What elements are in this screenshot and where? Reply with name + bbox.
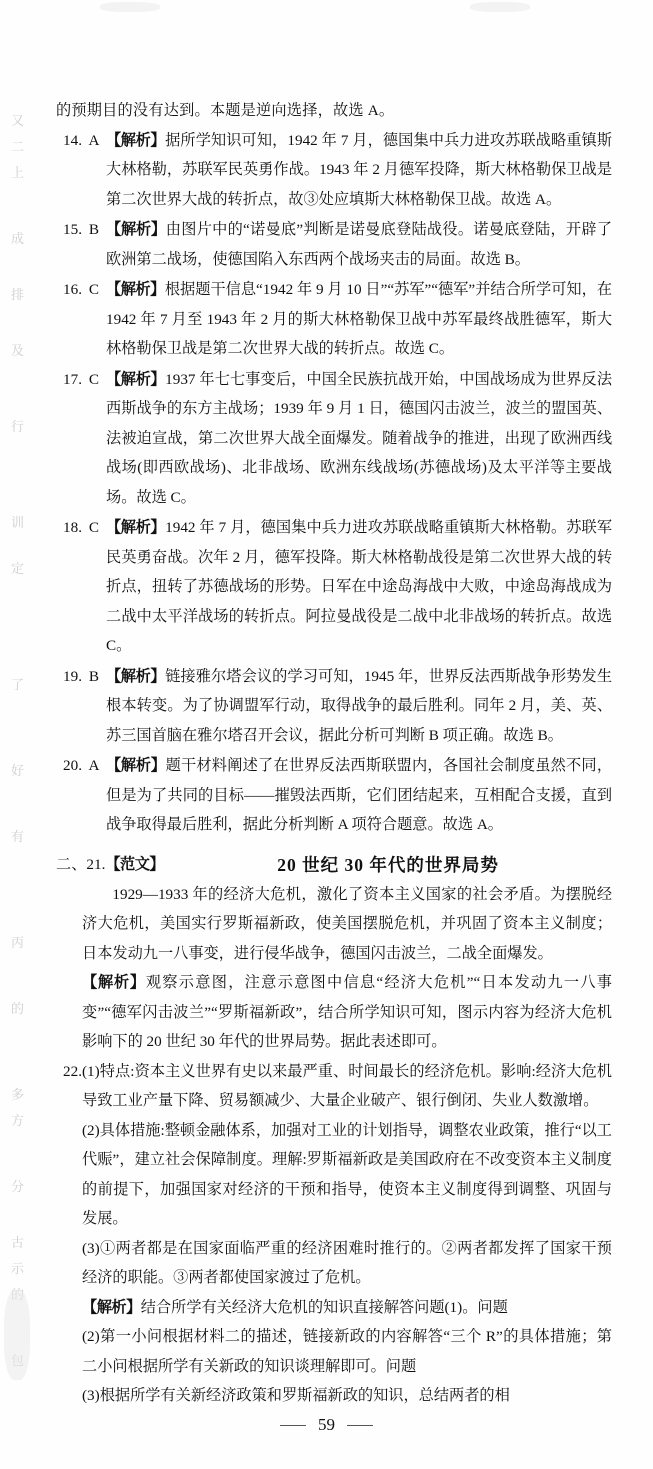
answer-entry-17 [56, 365, 612, 513]
entry-number [56, 1057, 82, 1411]
explanation-tag: 【解析】 [106, 221, 166, 238]
entry-number [56, 751, 106, 840]
explanation-line-2: (2)第一小问根据材料二的描述，链接新政的内容解答“三个 R”的具体措施；第二小问根据所学有关新政的知识谈理解即可。问题 [82, 1328, 612, 1375]
explanation-line-1: 结合所学有关经济大危机的知识直接解答问题(1)。问题 [140, 1298, 508, 1316]
entry-index: 16. [63, 281, 82, 298]
entry-number [56, 215, 106, 274]
explanation-text: 据所学知识可知，1942 年 7 月，德国集中兵力进攻苏联战略重镇斯大林格勒，苏联军民英勇作战。1943 年 2 月德军投降，斯大林格勒保卫战是第二次世界大战的转折点，故③处应填斯大林格勒保卫战。故选 A。 [106, 131, 613, 208]
entry-index: 20. [63, 757, 82, 774]
entry-index: 17. [63, 370, 82, 388]
section-number [56, 850, 164, 880]
explanation-tag: 【解析】 [106, 281, 165, 298]
margin-mark: 方 [10, 1113, 25, 1128]
entry-body [106, 662, 612, 751]
entry-body [106, 513, 612, 661]
margin-mark: 行 [10, 419, 25, 434]
margin-mark: 好 [10, 763, 25, 778]
entry-body [106, 126, 612, 215]
essay-paragraph: 1929—1933 年的经济大危机，激化了资本主义国家的社会矛盾。为摆脱经济大危机，美国实行罗斯福新政，使美国摆脱危机，并巩固了资本主义制度；日本发动九一八事变，进行侵华战争，德国闪击波兰，二战全面爆发。 [82, 885, 612, 962]
answer-entry-19 [56, 662, 612, 751]
scan-edge-artifact [100, 2, 160, 12]
entry-index: 19. [63, 667, 82, 685]
explanation-tag: 【解析】 [82, 1298, 141, 1316]
entry-body [106, 215, 612, 274]
explanation-tag: 【解析】 [106, 131, 166, 149]
entry-index: 18. [63, 519, 82, 536]
entry-body [106, 365, 612, 513]
entry-body [106, 751, 612, 840]
entry-number [56, 662, 106, 751]
margin-mark: 成 [10, 231, 25, 246]
entry-answer: B [88, 667, 100, 685]
entry-part-3: (3)①两者都是在国家面临严重的经济困难时推行的。②两者都发挥了国家干预经济的职能。③两者都使国家渡过了危机。 [82, 1239, 612, 1286]
margin-mark: 及 [10, 343, 25, 358]
explanation-text: 由图片中的“诺曼底”判断是诺曼底登陆战役。诺曼底登陆，开辟了欧洲第二战场，使德国陷入东西两个战场夹击的局面。故选 B。 [106, 221, 613, 268]
entry-number [56, 275, 106, 364]
margin-mark: 定 [10, 561, 25, 576]
scan-edge-artifact [470, 2, 530, 12]
page-footer [0, 1415, 653, 1435]
answer-entry-22 [56, 1057, 612, 1411]
essay-heading-row [56, 850, 612, 880]
entry-answer: C [88, 281, 100, 298]
explanation-text: 题干材料阐述了在世界反法西斯联盟内，各国社会制度虽然不同，但是为了共同的目标——摧毁法西斯，它们团结起来，互相配合支援，直到战争取得最后胜利，据此分析判断 A 项符合题意。故选 A。 [106, 757, 613, 833]
margin-mark: 排 [10, 287, 25, 302]
entry-part-1: (1)特点:资本主义世界有史以来最严重、时间最长的经济危机。影响:经济大危机导致工业产量下降、贸易额减少、大量企业破产、银行倒闭、失业人数激增。 [82, 1062, 612, 1109]
explanation-tag: 【解析】 [106, 519, 166, 536]
entry-number [56, 513, 106, 661]
explanation-text: 根据题干信息“1942 年 9 月 10 日”“苏军”“德军”并结合所学可知，在 1942 年 7 月至 1943 年 2 月的斯大林格勒保卫战中苏军最终战胜德军，斯大林格勒保卫战是第二次世界大战的转折点。故选 C。 [106, 281, 613, 357]
model-essay-tag: 【范文】 [105, 855, 165, 873]
answer-key-body [56, 96, 612, 1412]
section-label: 二、21. [56, 855, 106, 873]
entry-answer: A [88, 757, 100, 774]
margin-mark: 示 [10, 1261, 25, 1276]
margin-mark: 训 [10, 515, 25, 530]
entry-index: 14. [63, 131, 82, 149]
margin-mark: 又 [10, 113, 25, 128]
entry-body [82, 1057, 612, 1411]
explanation-text: 1942 年 7 月，德国集中兵力进攻苏联战略重镇斯大林格勒。苏联军民英勇奋战。次年 2 月，德军投降。斯大林格勒战役是第二次世界大战的转折点，扭转了苏德战场的形势。日军在中途岛海战中大败，中途岛海战成为二战中太平洋战场的转折点。阿拉曼战役是二战中北非战场的转折点。故选 C。 [106, 519, 613, 654]
entry-answer: C [88, 519, 100, 536]
margin-mark: 二 [10, 139, 25, 154]
continuation-text: 的预期目的没有达到。本题是逆向选择，故选 A。 [56, 102, 395, 119]
margin-mark: 有 [10, 829, 25, 844]
explanation-tag: 【解析】 [106, 370, 166, 388]
explanation-line-3: (3)根据所学有关新经济政策和罗斯福新政的知识，总结两者的相 [82, 1387, 510, 1404]
entry-index: 15. [63, 221, 82, 238]
margin-mark: 的 [10, 1001, 25, 1016]
scan-edge-artifact [4, 1290, 30, 1380]
margin-mark: 了 [10, 677, 25, 692]
answer-entry-15 [56, 215, 612, 274]
margin-mark: 古 [10, 1235, 25, 1250]
answer-entry-16 [56, 275, 612, 364]
entry-analysis [82, 1293, 612, 1323]
explanation-text: 链接雅尔塔会议的学习可知，1945 年，世界反法西斯战争形势发生根本转变。为了协调盟军行动，取得战争的最后胜利。同年 2 月，美、英、苏三国首脑在雅尔塔召开会议，据此分析可判断 B 项正确。故选 B。 [106, 667, 613, 744]
entry-answer: C [88, 370, 100, 388]
entry-answer: B [88, 221, 100, 238]
essay-title: 20 世纪 30 年代的世界局势 [277, 854, 499, 875]
page-number: 59 [304, 1415, 349, 1435]
entry-index: 22. [63, 1062, 82, 1080]
entry-number [56, 365, 106, 513]
explanation-text: 观察示意图，注意示意图中信息“经济大危机”“日本发动九一八事变”“德军闪击波兰”“罗斯福新政”，结合所学知识可知，图示内容为经济大危机影响下的 20 世纪 30 年代的世界局势。据此表述即可。 [82, 974, 612, 1050]
margin-mark: 分 [10, 1179, 25, 1194]
page-margin-artifacts [0, 0, 36, 1469]
answer-entry-14 [56, 126, 612, 215]
margin-mark: 上 [10, 165, 25, 180]
explanation-tag: 【解析】 [106, 757, 166, 774]
explanation-tag: 【解析】 [82, 974, 146, 991]
essay-analysis [82, 968, 612, 1057]
explanation-text: 1937 年七七事变后，中国全民族抗战开始，中国战场成为世界反法西斯战争的东方主战场；1939 年 9 月 1 日，德国闪击波兰，波兰的盟国英、法被迫宣战，第二次世界大战全面爆发。随着战争的推进，出现了欧洲西线战场(即西欧战场)、北非战场、欧洲东线战场(苏德战场)及太平洋等主要战场。故选 C。 [106, 370, 613, 506]
entry-answer: A [88, 131, 100, 149]
margin-mark: 丙 [10, 935, 25, 950]
entry-number [56, 126, 106, 215]
explanation-tag: 【解析】 [106, 667, 166, 685]
entry-body [106, 275, 612, 364]
margin-mark: 多 [10, 1087, 25, 1102]
answer-entry-20 [56, 751, 612, 840]
answer-entry-18 [56, 513, 612, 661]
entry-part-2: (2)具体措施:整顿金融体系，加强对工业的计划指导，调整农业政策，推行“以工代赈”，建立社会保障制度。理解:罗斯福新政是美国政府在不改变资本主义制度的前提下，加强国家对经济的干预和指导，使资本主义制度得到调整、巩固与发展。 [82, 1121, 612, 1227]
